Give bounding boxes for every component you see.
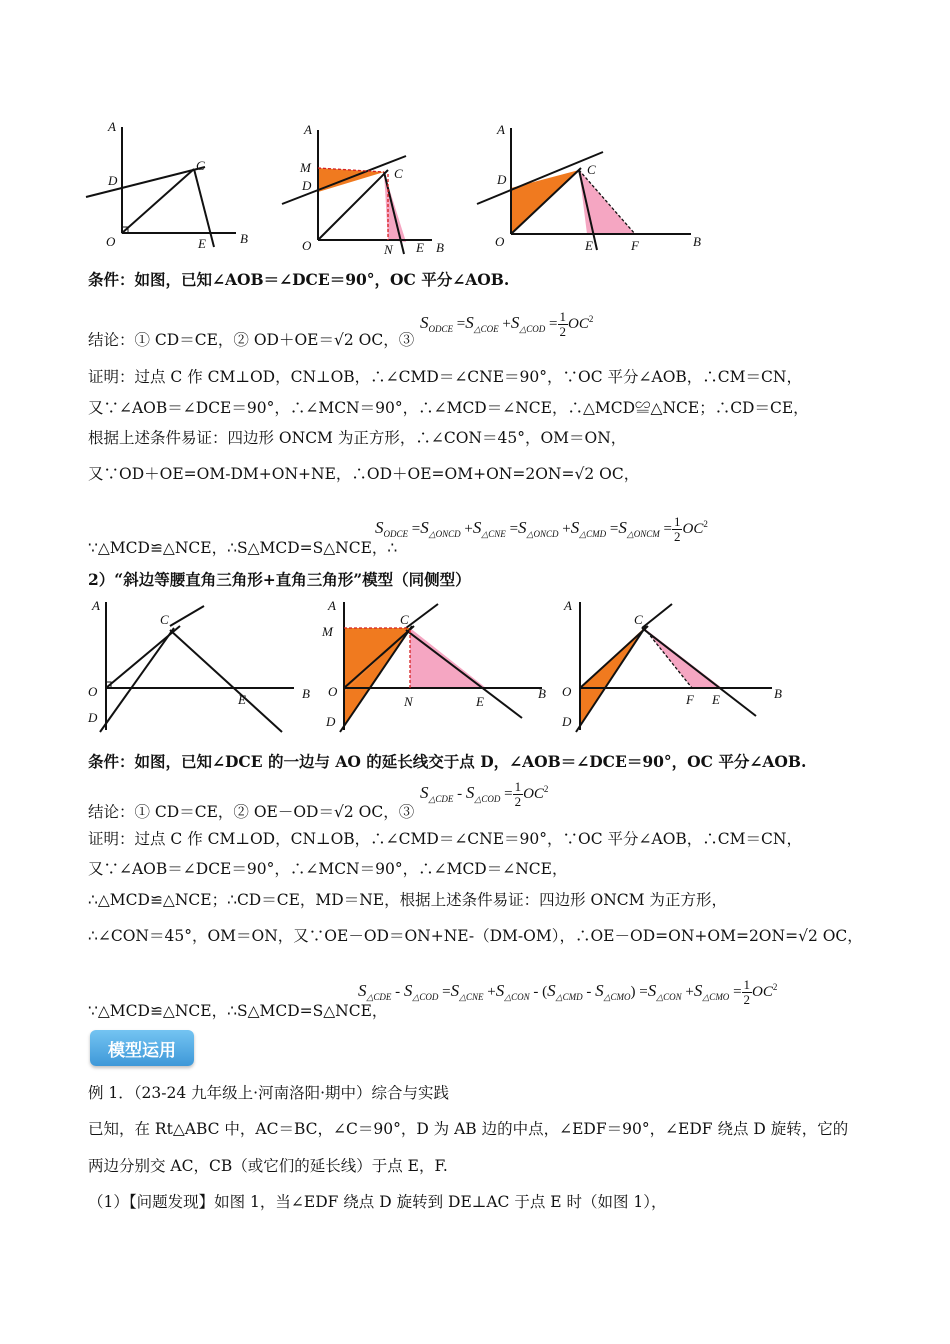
label-O: O: [302, 238, 312, 253]
condition-1-text: 条件：如图，已知∠AOB＝∠DCE＝90°，OC 平分∠AOB.: [88, 270, 510, 289]
label-D: D: [302, 178, 312, 193]
section-2-heading: 2）“斜边等腰直角三角形+直角三角形”模型（同侧型）: [88, 570, 471, 589]
label-C: C: [394, 166, 403, 181]
label-C: C: [587, 162, 596, 177]
proof-1-line-1: 证明：过点 C 作 CM⊥OD，CN⊥OB，∴∠CMD＝∠CNE＝90°，∵OC 平分∠AOB，∴CM＝CN，: [88, 368, 802, 386]
proof-1-line-5: ∵△MCD≌△NCE，∴S△MCD=S△NCE，∴: [88, 539, 398, 557]
label-N: N: [384, 242, 393, 257]
label-N: N: [404, 694, 413, 709]
label-E: E: [198, 236, 206, 251]
label-B: B: [436, 240, 444, 255]
formula-1: $S_{ODCE} =S_{\triangle COE} +S_{\triangle COD}$ = $\frac{1}{2}$ $OC^2$: [420, 309, 594, 339]
proof-1-line-3: 根据上述条件易证：四边形 ONCM 为正方形，∴∠CON＝45°，OM＝ON，: [88, 429, 627, 447]
label-E: E: [712, 692, 720, 707]
label-D: D: [497, 172, 507, 187]
figure-mid-2: [316, 596, 556, 736]
proof-1-line-2: 又∵∠AOB＝∠DCE＝90°，∴∠MCN＝90°，∴∠MCD＝∠NCE，∴△MCD≌△NCE；∴CD＝CE，: [88, 399, 809, 417]
proof-1-line-4: 又∵OD＋OE=OM-DM+ON+NE，∴OD＋OE=OM+ON=2ON=√2 OC，: [88, 465, 640, 483]
label-A: A: [108, 119, 116, 134]
example-title: 例 1．（23-24 九年级上·河南洛阳·期中）综合与实践: [88, 1084, 450, 1102]
proof-2-line-5: ∵△MCD≌△NCE，∴S△MCD=S△NCE，: [88, 1002, 388, 1020]
label-E: E: [238, 692, 246, 707]
formula-2: $S_{\triangle CDE} - S_{\triangle COD}$ = $\frac{1}{2}$ $OC^2$: [420, 779, 549, 809]
condition-2-text: 条件：如图，已知∠DCE 的一边与 AO 的延长线交于点 D，∠AOB＝∠DCE＝90°，OC 平分∠AOB.: [88, 752, 807, 771]
label-E: E: [476, 694, 484, 709]
label-M: M: [322, 624, 333, 639]
condition-2: [88, 752, 806, 772]
proof-2-line-4: ∴∠CON＝45°，OM＝ON，又∵OE－OD＝ON+NE-（DM-OM），∴OE－OD=ON+OM=2ON=√2 OC，: [88, 927, 863, 945]
label-E: E: [416, 240, 424, 255]
label-E: E: [585, 238, 593, 253]
formula-2b: $S_{\triangle CDE} - S_{\triangle COD} =S_{\triangle CNE} +S_{\triangle CON} - (S_{\triangle CMD} - S_{\triangle CMO}) =S_{\triangle CON} +S_{\triangle CMO}$ = $\frac{1}{2}$ $OC^2$: [358, 977, 778, 1007]
label-C: C: [196, 158, 205, 173]
label-A: A: [564, 598, 572, 613]
figure-top-2: [278, 120, 453, 260]
label-C: C: [400, 612, 409, 627]
figure-top-3: [475, 118, 715, 258]
label-F: F: [686, 692, 694, 707]
conclusion-1: 结论：① CD＝CE，② OD＋OE＝√2 OC，③: [88, 331, 415, 349]
label-O: O: [495, 234, 505, 249]
label-B: B: [538, 686, 546, 701]
label-M: M: [300, 160, 311, 175]
label-D: D: [108, 173, 118, 188]
conclusion-2: 结论：① CD＝CE，② OE－OD＝√2 OC，③: [88, 803, 415, 821]
label-O: O: [328, 684, 338, 699]
example-line-2: 两边分别交 AC，CB（或它们的延长线）于点 E，F.: [88, 1157, 448, 1175]
figure-mid-1: [84, 596, 314, 736]
label-O: O: [88, 684, 98, 699]
proof-2-line-1: 证明：过点 C 作 CM⊥OD，CN⊥OB，∴∠CMD＝∠CNE＝90°，∵OC 平分∠AOB，∴CM＝CN，: [88, 830, 802, 848]
proof-2-line-3: ∴△MCD≌△NCE；∴CD＝CE，MD＝NE，根据上述条件易证：四边形 ONCM 为正方形，: [88, 891, 727, 909]
proof-2-line-2: 又∵∠AOB＝∠DCE＝90°，∴∠MCN＝90°，∴∠MCD＝∠NCE，: [88, 860, 568, 878]
condition-1: [88, 270, 509, 290]
label-O: O: [562, 684, 572, 699]
label-F: F: [631, 238, 639, 253]
label-D: D: [562, 714, 572, 729]
example-line-3: （1）【问题发现】如图 1，当∠EDF 绕点 D 旋转到 DE⊥AC 于点 E 时（如图 1），: [88, 1193, 667, 1211]
label-A: A: [328, 598, 336, 613]
label-D: D: [88, 710, 98, 725]
label-A: A: [304, 122, 312, 137]
figure-top-1: [80, 115, 255, 255]
label-B: B: [693, 234, 701, 249]
label-B: B: [302, 686, 310, 701]
label-C: C: [160, 612, 169, 627]
figure-mid-3: [556, 596, 796, 736]
label-B: B: [240, 231, 248, 246]
label-D: D: [326, 714, 336, 729]
label-B: B: [774, 686, 782, 701]
label-C: C: [634, 612, 643, 627]
label-A: A: [497, 122, 505, 137]
label-O: O: [106, 234, 116, 249]
formula-1b: $S_{ODCE} =S_{\triangle ONCD} +S_{\triangle CNE} =S_{\triangle ONCD} +S_{\triangle CMD} =S_{\triangle ONCM}$ = $\frac{1}{2}$ $OC^2$: [375, 514, 708, 544]
label-A: A: [92, 598, 100, 613]
example-line-1: 已知，在 Rt△ABC 中，AC＝BC，∠C＝90°，D 为 AB 边的中点，∠EDF＝90°，∠EDF 绕点 D 旋转，它的: [88, 1120, 849, 1138]
model-application-badge: 模型运用: [90, 1030, 194, 1066]
